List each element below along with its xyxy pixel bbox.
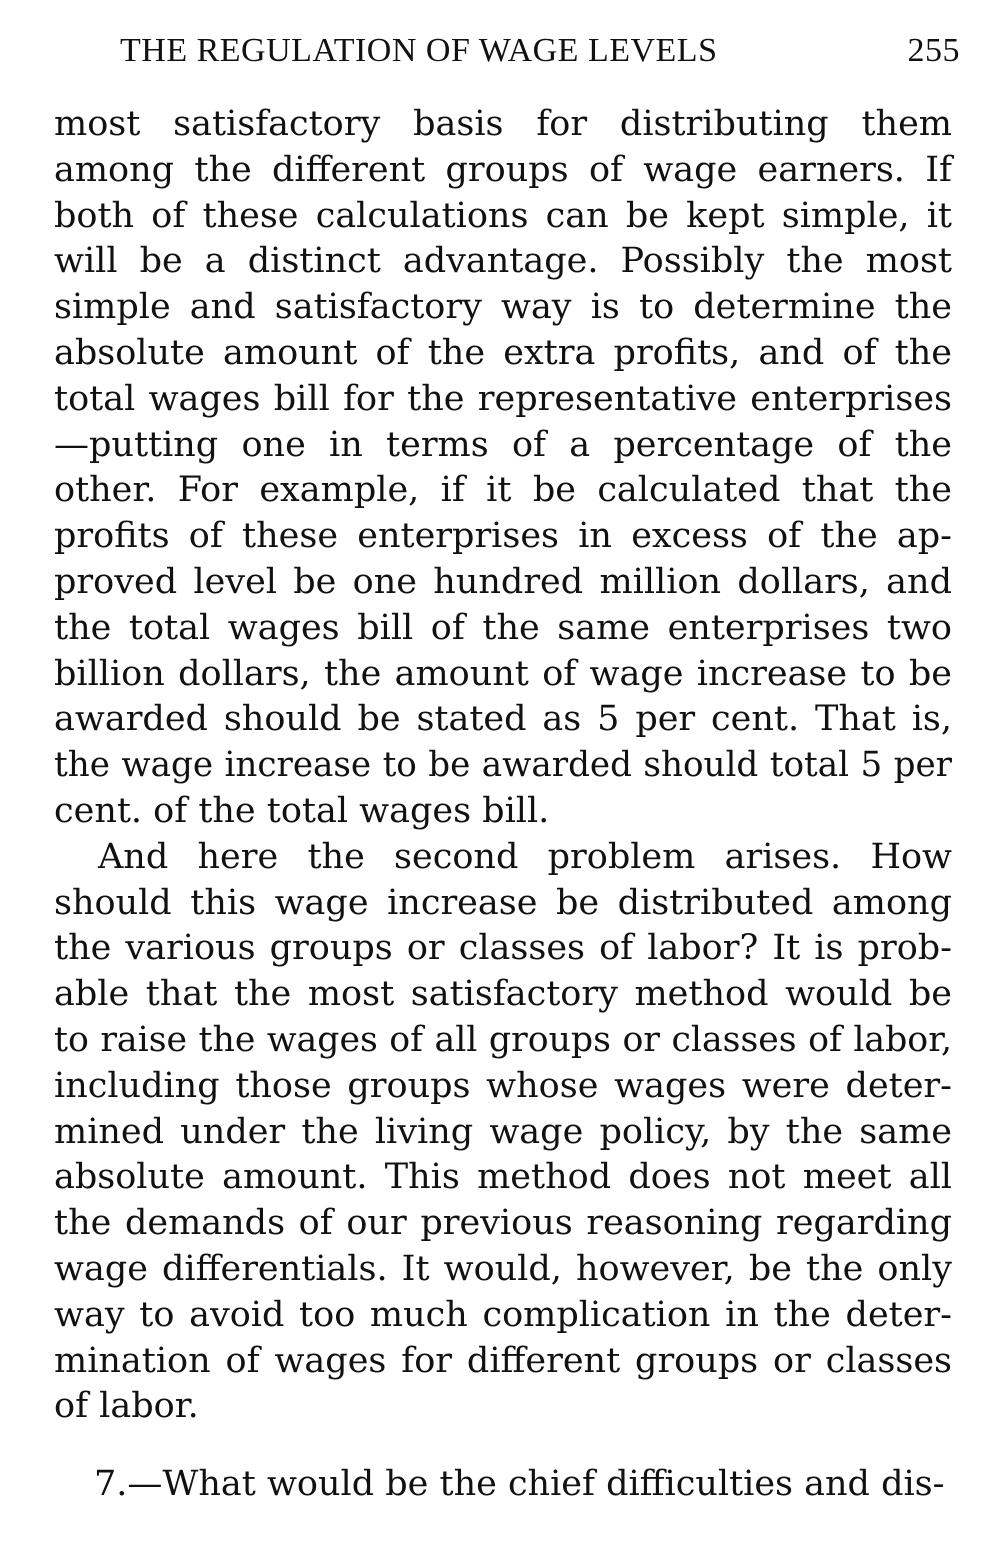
- text-line: to raise the wages of all groups or classes of labor,: [54, 1019, 952, 1060]
- chapter-title: THE REGULATION OF WAGE LEVELS: [120, 32, 718, 69]
- page-number: 255: [907, 32, 960, 69]
- text-line: absolute amount. This method does not meet all: [54, 1157, 952, 1198]
- text-line: —putting one in terms of a percentage of the: [54, 424, 952, 465]
- paragraph-second-problem: [54, 835, 952, 1430]
- text-line: the total wages bill of the same enterprises two: [54, 607, 952, 648]
- body-text: [54, 102, 952, 1508]
- text-line: both of these calculations can be kept simple, it: [54, 195, 952, 236]
- text-line: the various groups or classes of labor? It is prob-: [54, 928, 952, 969]
- text-line: proved level be one hundred million dollars, and: [54, 561, 952, 602]
- text-line: of labor.: [54, 1386, 199, 1427]
- text-line: wage differentials. It would, however, be the only: [54, 1248, 952, 1289]
- text-line: the demands of our previous reasoning regarding: [54, 1203, 952, 1244]
- section-gap: [54, 1430, 952, 1462]
- text-line: total wages bill for the representative enterprises: [54, 378, 952, 419]
- text-line: should this wage increase be distributed among: [54, 882, 952, 923]
- question-7: 7.—What would be the chief difficulties and dis-: [94, 1464, 945, 1505]
- text-line: simple and satisfactory way is to determine the: [54, 287, 952, 328]
- text-line: And here the second problem arises. How: [98, 836, 952, 877]
- text-line: among the different groups of wage earners. If: [54, 149, 952, 190]
- text-line: mined under the living wage policy, by the same: [54, 1111, 952, 1152]
- text-line: able that the most satisfactory method would be: [54, 974, 952, 1015]
- text-line: way to avoid too much complication in the deter-: [54, 1294, 952, 1335]
- text-line: awarded should be stated as 5 per cent. That is,: [54, 699, 952, 740]
- text-line: mination of wages for different groups or classes: [54, 1340, 952, 1381]
- text-line: will be a distinct advantage. Possibly the most: [54, 241, 952, 282]
- text-line: most satisfactory basis for distributing them: [54, 104, 952, 144]
- text-line: billion dollars, the amount of wage increase to be: [54, 653, 952, 694]
- text-line: the wage increase to be awarded should total 5 per: [54, 745, 952, 786]
- text-line: other. For example, if it be calculated that the: [54, 470, 952, 511]
- text-line: cent. of the total wages bill.: [54, 790, 550, 831]
- text-line: absolute amount of the extra profits, and of the: [54, 332, 952, 373]
- text-line: including those groups whose wages were deter-: [54, 1065, 952, 1106]
- paragraph-continued: [54, 102, 952, 835]
- text-line: profits of these enterprises in excess of the ap-: [54, 516, 952, 557]
